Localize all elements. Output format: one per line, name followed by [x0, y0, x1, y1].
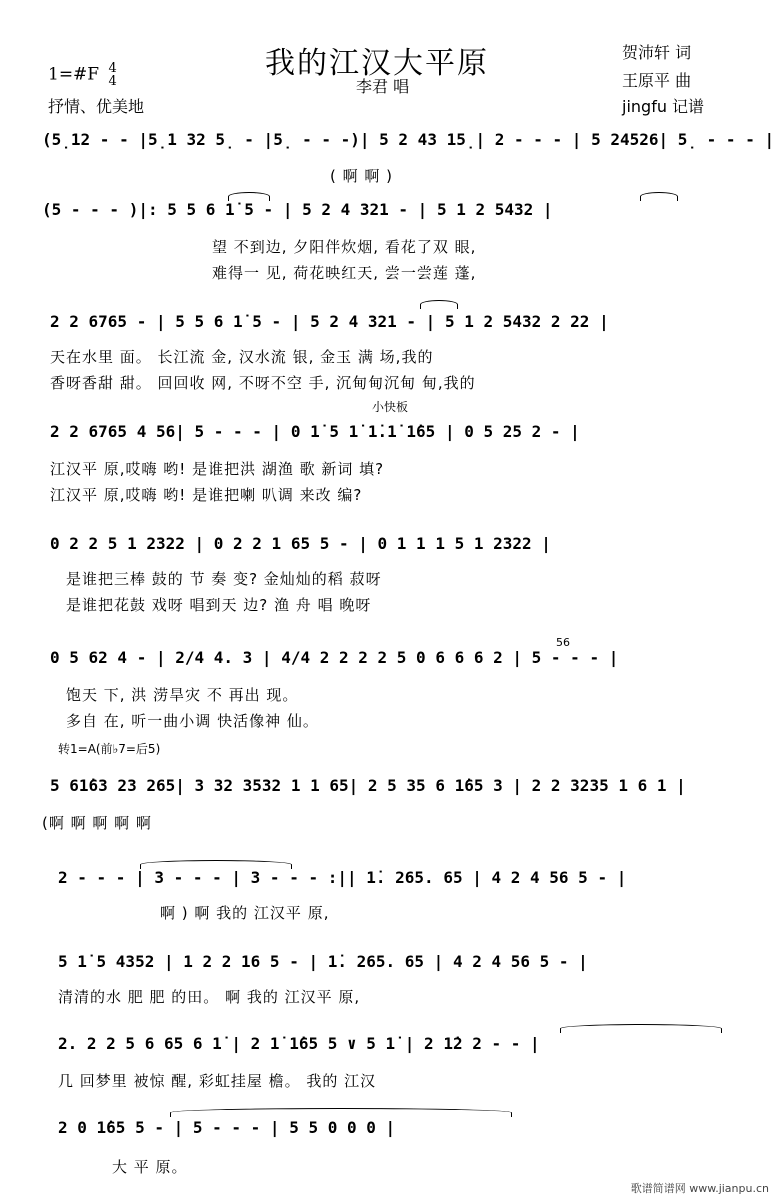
- score-row-3-lyrics-verse-1: 天在水里 面。 长江流 金, 汉水流 银, 金玉 满 场,我的: [50, 348, 434, 366]
- score-row-8-lyrics: 啊 ) 啊 我的 江汉平 原,: [160, 904, 330, 922]
- slur-arc: [560, 1024, 722, 1033]
- slur-arc: [640, 192, 678, 201]
- time-signature-bottom: 4: [108, 74, 117, 89]
- score-row-5-lyrics-verse-1: 是谁把三棒 鼓的 节 奏 变? 金灿灿的稻 菽呀: [66, 570, 382, 588]
- score-row-9-lyrics: 清清的水 肥 肥 的田。 啊 我的 江汉平 原,: [58, 988, 361, 1006]
- score-row-2-lyrics-verse-2: 难得一 见, 荷花映红天, 尝一尝莲 蓬,: [212, 264, 477, 282]
- score-row-6-lyrics-verse-1: 饱天 下, 洪 涝旱灾 不 再出 现。: [66, 686, 299, 704]
- score-row-2-lyrics-verse-1: 望 不到边, 夕阳伴炊烟, 看花了双 眼,: [212, 238, 477, 256]
- score-row-1-notes: (5̣12 - - |5̣1 32 5̣ - |5̣ - - -)| 5 2 43 15̣| 2 - - - | 5 24526| 5̣ - - - |: [42, 130, 775, 149]
- score-row-3-notes: 2 2 6765 - | 5 5 6 1̇ 5 - | 5 2 4 321 - | 5 1 2 5432 2 22 |: [50, 312, 609, 331]
- key-label: 1=#F: [48, 64, 100, 85]
- expression-marking: 抒情、优美地: [48, 97, 145, 116]
- slur-arc: [170, 1108, 512, 1117]
- score-row-7-notes: 5 61̇63 23 265| 3 32 3532 1 1 65| 2 5 35 6 1̇65 3 | 2 2 3235 1 6 1 |: [50, 776, 686, 795]
- score-row-6-lyrics-verse-2: 多自 在, 听一曲小调 快活像神 仙。: [66, 712, 319, 730]
- score-row-11-notes: 2 0 1̇65 5 - | 5 - - - | 5 5 0 0 0 |: [58, 1118, 396, 1137]
- score-row-4-lyrics-verse-2: 江汉平 原,哎嗨 哟! 是谁把喇 叭调 来改 编?: [50, 486, 363, 504]
- meter-change-marking: 56: [556, 636, 570, 649]
- score-row-5-notes: 0 2 2 5 1 2322 | 0 2 2 1 65 5 - | 0 1 1 1 5 1 2322 |: [50, 534, 551, 553]
- score-row-4-lyrics-verse-1: 江汉平 原,哎嗨 哟! 是谁把洪 湖渔 歌 新词 填?: [50, 460, 385, 478]
- score-row-11-lyrics: 大 平 原。: [112, 1158, 188, 1176]
- time-signature-top: 4: [108, 61, 117, 76]
- slur-arc: [140, 860, 292, 869]
- score-row-5-lyrics-verse-2: 是谁把花鼓 戏呀 唱到天 边? 渔 舟 唱 晚呀: [66, 596, 372, 614]
- score-row-6-notes: 0 5 62 4 - | 2/4 4. 3 | 4/4 2 2 2 2 5 0 6 6 6 2 | 5 - - - |: [50, 648, 619, 667]
- score-row-2-notes: (5 - - - )|: 5 5 6 1̇ 5 - | 5 2 4 321 - | 5 1 2 5432 |: [42, 200, 553, 219]
- slur-arc: [420, 300, 458, 309]
- score-row-10-notes: 2. 2 2 5 6 65 6 1̇ | 2 1̇ 1̇65 5 ∨ 5 1̇ | 2 1̇2 2 - - |: [58, 1034, 540, 1053]
- composer-credit: 王原平 曲: [622, 71, 692, 90]
- score-row-7-lyrics: (啊 啊 啊 啊 啊: [42, 814, 152, 832]
- score-row-8-notes: 2 - - - | 3 - - - | 3 - - - :|| 1̇. 265. 65 | 4 2 4 56 5 - |: [58, 868, 627, 887]
- watermark: 歌谱简谱网 www.jianpu.cn: [630, 1182, 769, 1195]
- time-signature: [109, 62, 117, 88]
- key-signature: [48, 62, 117, 88]
- score-row-3-lyrics-verse-2: 香呀香甜 甜。 回回收 网, 不呀不空 手, 沉甸甸沉甸 甸,我的: [50, 374, 476, 392]
- slur-arc: [228, 192, 270, 201]
- singer-credit: 李君 唱: [356, 77, 410, 96]
- score-row-10-lyrics: 几 回梦里 被惊 醒, 彩虹挂屋 檐。 我的 江汉: [58, 1072, 377, 1090]
- modulation-marking: 转1=A(前♭7=后5): [58, 742, 161, 756]
- score-row-1-lyrics: ( 啊 啊 ): [330, 167, 394, 185]
- score-row-9-notes: 5 1̇ 5 4352 | 1 2 2 16 5 - | 1̇. 265. 65 | 4 2 4 56 5 - |: [58, 952, 588, 971]
- lyricist-credit: 贺沛轩 词: [622, 43, 692, 62]
- transcriber-credit: jingfu 记谱: [622, 97, 705, 116]
- page-title: 我的江汉大平原: [265, 46, 489, 81]
- score-row-4-notes: 2 2 6765 4 56| 5 - - - | 0 1̇ 5 1̇ 1̇.1̇ 1̇65 | 0 5 25 2 - |: [50, 422, 580, 441]
- tempo-change-marking: 小快板: [372, 400, 409, 414]
